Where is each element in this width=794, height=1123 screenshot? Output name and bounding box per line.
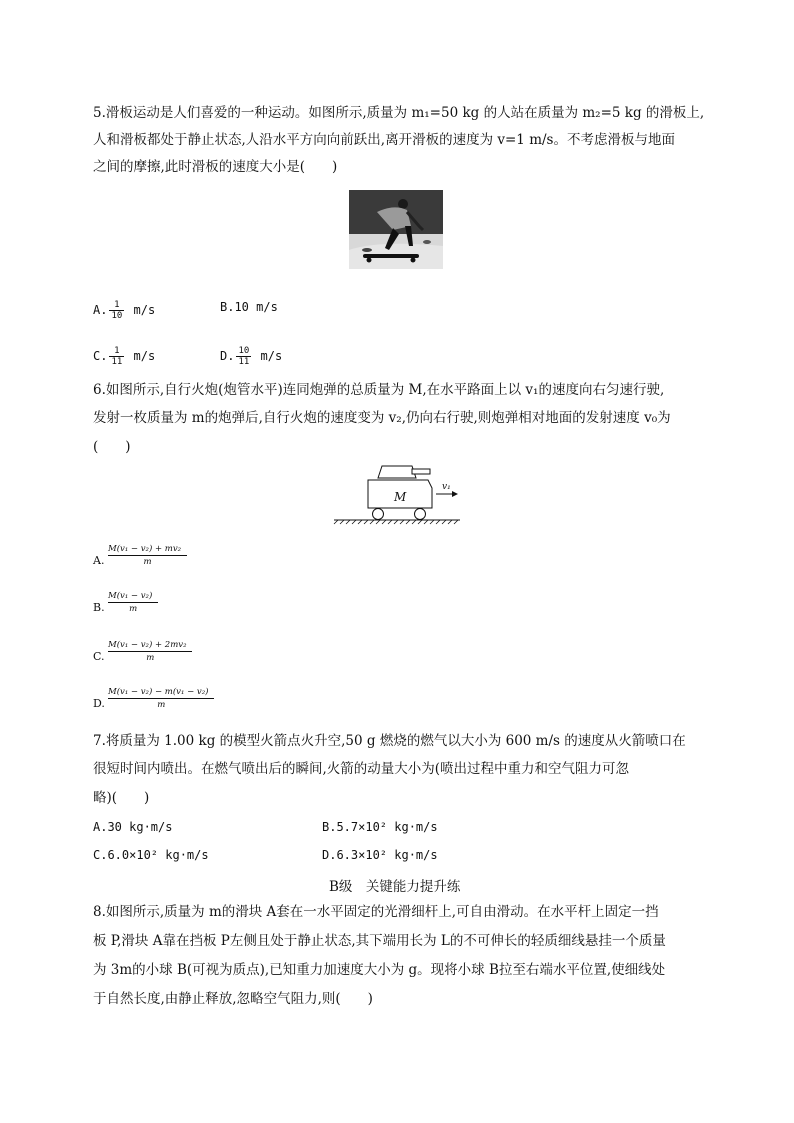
q7-option-c[interactable] (93, 848, 209, 862)
q7-option-b[interactable] (322, 820, 438, 834)
q8-line-2: 板 P,滑块 A靠在挡板 P左侧且处于静止状态,其下端用长为 L的不可伸长的轻质细线悬挂一个质量 (93, 933, 666, 949)
q6-option-a[interactable]: $\frac{\text{M(v₁ − v₂) + mv₂}}{m}$ (108, 544, 187, 567)
q6-line-3: ( ) (93, 439, 131, 455)
option-unit: m/s (133, 303, 156, 317)
q6-option-c[interactable]: $\frac{\text{M(v₁ − v₂) + 2mv₂}}{m}$ (108, 640, 192, 663)
q6-line-1: 6.如图所示,自行火炮(炮管水平)连同炮弹的总质量为 M,在水平路面上以 v₁的速度向右匀速行驶, (93, 382, 665, 398)
q6-option-d-label: D. (93, 697, 105, 710)
q5-line-1: 5.滑板运动是人们喜爱的一种运动。如图所示,质量为 m₁=50 kg 的人站在质量为 m₂=5 kg 的滑板上, (93, 105, 705, 121)
option-text: 6.0×10² kg·m/s (107, 848, 209, 862)
q5-option-a[interactable] (93, 300, 155, 321)
option-text: 5.7×10² kg·m/s (336, 820, 438, 834)
option-label: B. (322, 820, 337, 834)
section-heading-b: B级 关键能力提升练 (329, 879, 461, 895)
option-label: D. (322, 848, 337, 862)
skateboarder-photo (349, 190, 443, 269)
q8-line-3: 为 3m的小球 B(可视为质点),已知重力加速度大小为 g。现将小球 B拉至右端水平位置,使细线处 (93, 962, 666, 978)
velocity-label-v1: v₁ (442, 482, 451, 492)
option-fraction: $\frac{1}{11}$ (111, 346, 123, 367)
q6-option-b-label: B. (93, 601, 105, 614)
q8-line-4: 于自然长度,由静止释放,忽略空气阻力,则( ) (93, 991, 373, 1007)
self-propelled-gun-diagram (332, 460, 462, 530)
option-fraction: $\frac{10}{11}$ (238, 346, 250, 367)
q6-line-2: 发射一枚质量为 m的炮弹后,自行火炮的速度变为 v₂,仍向右行驶,则炮弹相对地面的发射速度 v₀为 (93, 410, 671, 426)
option-label: D. (220, 349, 235, 363)
q5-option-d[interactable] (220, 346, 282, 367)
q6-option-c-label: C. (93, 650, 105, 663)
q7-option-a[interactable] (93, 820, 172, 834)
q6-option-b[interactable]: $\frac{\text{M(v₁ − v₂)}}{m}$ (108, 591, 158, 614)
option-unit: m/s (260, 349, 283, 363)
q5-line-3: 之间的摩擦,此时滑板的速度大小是( ) (93, 159, 338, 175)
option-label: C. (93, 848, 108, 862)
q5-option-b[interactable] (220, 300, 278, 314)
q7-line-3: 略)( ) (93, 790, 150, 806)
option-label: B. (220, 300, 235, 314)
option-label: C. (93, 349, 108, 363)
q7-line-1: 7.将质量为 1.00 kg 的模型火箭点火升空,50 g 燃烧的燃气以大小为 600 m/s 的速度从火箭喷口在 (93, 733, 686, 749)
q5-option-c[interactable] (93, 346, 155, 367)
option-label: A. (93, 303, 108, 317)
q5-line-2: 人和滑板都处于静止状态,人沿水平方向向前跃出,离开滑板的速度为 v=1 m/s。不考虑滑板与地面 (93, 132, 675, 148)
option-text: 10 m/s (234, 300, 278, 314)
q7-line-2: 很短时间内喷出。在燃气喷出后的瞬间,火箭的动量大小为(喷出过程中重力和空气阻力可忽 (93, 761, 630, 777)
option-text: 30 kg·m/s (107, 820, 173, 834)
q6-option-d[interactable]: $\frac{\text{M(v₁ − v₂) − m(v₁ − v₂)}}{m}$ (108, 687, 214, 710)
body-label-m: M (394, 490, 407, 504)
option-fraction: $\frac{1}{10}$ (111, 300, 123, 321)
option-label: A. (93, 820, 108, 834)
option-unit: m/s (133, 349, 156, 363)
q7-option-d[interactable] (322, 848, 438, 862)
q6-option-a-label: A. (93, 554, 105, 567)
option-text: 6.3×10² kg·m/s (336, 848, 438, 862)
q8-line-1: 8.如图所示,质量为 m的滑块 A套在一水平固定的光滑细杆上,可自由滑动。在水平杆上固定一挡 (93, 904, 659, 920)
